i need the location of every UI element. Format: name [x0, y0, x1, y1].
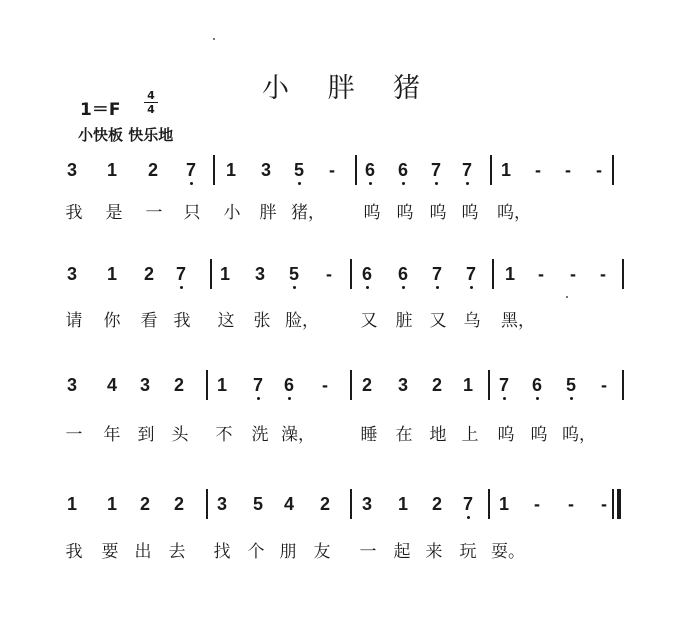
lyric-char: 朋	[279, 542, 297, 562]
jianpu-note: 3	[139, 375, 150, 395]
lyric-char: 乌	[463, 311, 481, 331]
tempo-marking: 小快板 快乐地	[78, 126, 174, 144]
key-signature: 1＝F	[80, 100, 121, 120]
lyric-char: 小	[223, 203, 241, 223]
jianpu-note: 3	[361, 494, 372, 514]
lyric-char: 呜	[396, 203, 414, 223]
lyric-char: 呜	[461, 203, 479, 223]
lyric-char: 不	[215, 425, 233, 445]
lyric-char: 澡，	[281, 425, 315, 445]
song-title: 小 胖 猪	[262, 73, 436, 104]
sustain-dash: -	[601, 494, 607, 514]
lyric-char: 请	[65, 311, 83, 331]
jianpu-note: 7	[427, 264, 447, 284]
lyric-char: 呜，	[497, 203, 531, 223]
barline	[622, 259, 624, 289]
jianpu-note: 4	[106, 375, 117, 395]
jianpu-note: 1	[225, 160, 236, 180]
barline	[213, 155, 215, 185]
lyric-char: 起	[393, 542, 411, 562]
sustain-dash: -	[322, 375, 328, 395]
sustain-dash: -	[538, 264, 544, 284]
scan-speck	[566, 296, 568, 298]
sustain-dash: -	[601, 375, 607, 395]
lyric-char: 个	[247, 542, 265, 562]
jianpu-note: 2	[173, 375, 184, 395]
lyric-char: 呜	[530, 425, 548, 445]
scan-speck	[213, 38, 215, 40]
lyric-char: 上	[461, 425, 479, 445]
sustain-dash: -	[535, 160, 541, 180]
sustain-dash: -	[596, 160, 602, 180]
barline	[490, 155, 492, 185]
lyric-char: 去	[168, 542, 186, 562]
lyric-char: 出	[134, 542, 152, 562]
time-signature-top: 4	[147, 89, 155, 102]
lyric-char: 地	[429, 425, 447, 445]
lyric-char: 黑，	[501, 311, 535, 331]
sustain-dash: -	[534, 494, 540, 514]
lyric-char: 到	[137, 425, 155, 445]
jianpu-note: 3	[66, 160, 77, 180]
lyric-char: 胖	[259, 203, 277, 223]
jianpu-note: 1	[498, 494, 509, 514]
sustain-dash: -	[568, 494, 574, 514]
jianpu-note: 2	[361, 375, 372, 395]
jianpu-note: 6	[393, 160, 413, 180]
barline	[206, 370, 208, 400]
lyric-char: 我	[65, 203, 83, 223]
jianpu-note: 2	[319, 494, 330, 514]
barline	[612, 155, 614, 185]
jianpu-note: 1	[106, 264, 117, 284]
barline	[355, 155, 357, 185]
jianpu-note: 3	[397, 375, 408, 395]
final-barline	[612, 489, 614, 519]
jianpu-note: 1	[66, 494, 77, 514]
lyric-char: 友	[313, 542, 331, 562]
barline	[622, 370, 624, 400]
jianpu-note: 5	[284, 264, 304, 284]
jianpu-note: 7	[461, 264, 481, 284]
lyric-char: 睡	[360, 425, 378, 445]
sustain-dash: -	[600, 264, 606, 284]
jianpu-note: 6	[357, 264, 377, 284]
jianpu-note: 6	[393, 264, 413, 284]
barline	[492, 259, 494, 289]
lyric-char: 呜，	[562, 425, 596, 445]
jianpu-note: 7	[171, 264, 191, 284]
lyric-char: 呜	[497, 425, 515, 445]
jianpu-note: 1	[219, 264, 230, 284]
barline	[350, 370, 352, 400]
jianpu-note: 2	[139, 494, 150, 514]
jianpu-note: 7	[457, 160, 477, 180]
jianpu-note: 3	[260, 160, 271, 180]
jianpu-note: 1	[500, 160, 511, 180]
jianpu-note: 6	[360, 160, 380, 180]
lyric-char: 年	[103, 425, 121, 445]
time-signature	[144, 90, 158, 115]
jianpu-note: 2	[431, 494, 442, 514]
jianpu-note: 7	[494, 375, 514, 395]
lyric-char: 找	[213, 542, 231, 562]
jianpu-note: 1	[216, 375, 227, 395]
lyric-char: 张	[253, 311, 271, 331]
lyric-char: 看	[140, 311, 158, 331]
barline	[350, 489, 352, 519]
lyric-char: 脸，	[285, 311, 319, 331]
lyric-char: 只	[183, 203, 201, 223]
sustain-dash: -	[570, 264, 576, 284]
lyric-char: 呜	[363, 203, 381, 223]
lyric-char: 一	[65, 425, 83, 445]
jianpu-note: 1	[462, 375, 473, 395]
sustain-dash: -	[565, 160, 571, 180]
lyric-char: 洗	[251, 425, 269, 445]
jianpu-note: 2	[431, 375, 442, 395]
jianpu-note: 1	[106, 494, 117, 514]
barline	[210, 259, 212, 289]
jianpu-note: 7	[181, 160, 201, 180]
lyric-char: 这	[217, 311, 235, 331]
lyric-char: 玩	[459, 542, 477, 562]
lyric-char: 我	[173, 311, 191, 331]
lyric-char: 又	[429, 311, 447, 331]
barline	[488, 370, 490, 400]
jianpu-note: 2	[143, 264, 154, 284]
jianpu-note: 5	[289, 160, 309, 180]
barline	[488, 489, 490, 519]
lyric-char: 头	[171, 425, 189, 445]
lyric-char: 呜	[429, 203, 447, 223]
sustain-dash: -	[326, 264, 332, 284]
barline	[350, 259, 352, 289]
lyric-char: 你	[103, 311, 121, 331]
lyric-char: 猪，	[291, 203, 325, 223]
jianpu-note: 5	[252, 494, 263, 514]
jianpu-note: 4	[283, 494, 294, 514]
sustain-dash: -	[329, 160, 335, 180]
jianpu-note: 3	[254, 264, 265, 284]
jianpu-note: 1	[106, 160, 117, 180]
jianpu-note: 6	[279, 375, 299, 395]
lyric-char: 我	[65, 542, 83, 562]
jianpu-note: 5	[561, 375, 581, 395]
lyric-char: 来	[425, 542, 443, 562]
jianpu-note: 3	[66, 264, 77, 284]
jianpu-note: 7	[426, 160, 446, 180]
jianpu-note: 6	[527, 375, 547, 395]
jianpu-note: 3	[66, 375, 77, 395]
lyric-char: 一	[359, 542, 377, 562]
jianpu-note: 1	[504, 264, 515, 284]
jianpu-note: 7	[248, 375, 268, 395]
lyric-char: 又	[360, 311, 378, 331]
jianpu-note: 1	[397, 494, 408, 514]
jianpu-note: 7	[458, 494, 478, 514]
lyric-char: 是	[105, 203, 123, 223]
barline	[206, 489, 208, 519]
jianpu-note: 2	[147, 160, 158, 180]
lyric-char: 耍。	[491, 542, 525, 562]
jianpu-note: 3	[216, 494, 227, 514]
lyric-char: 要	[101, 542, 119, 562]
jianpu-note: 2	[173, 494, 184, 514]
lyric-char: 脏	[395, 311, 413, 331]
lyric-char: 一	[145, 203, 163, 223]
time-signature-bottom: 4	[147, 103, 155, 116]
lyric-char: 在	[395, 425, 413, 445]
